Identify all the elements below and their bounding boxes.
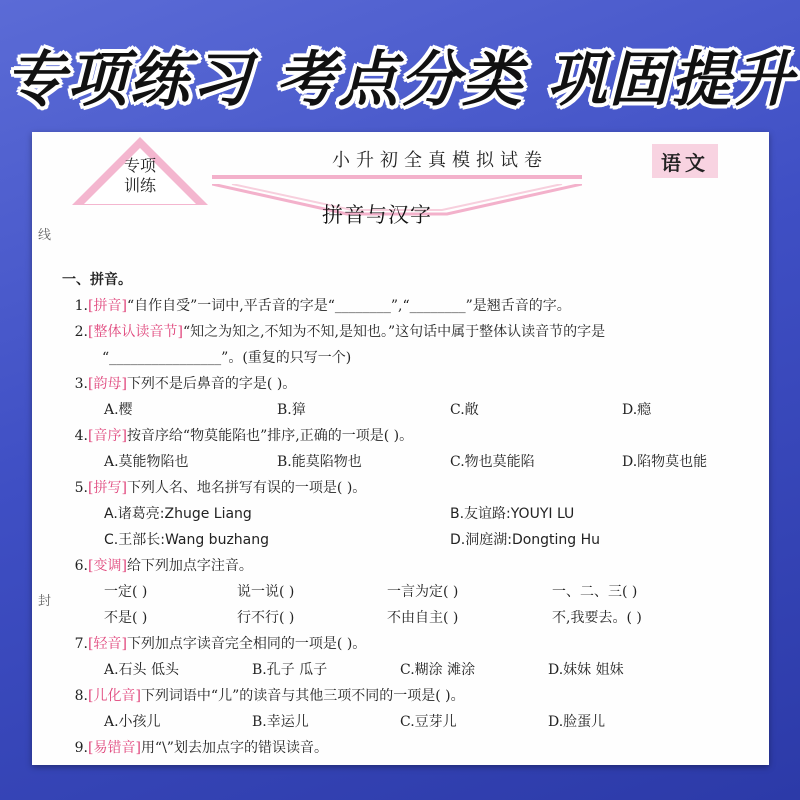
question-text: 用“\”划去加点字的错误读音。 [140,740,328,756]
item-7: 不由自主( ) [387,610,459,626]
question-6 [62,553,749,579]
question-tag: [整体认读音节] [88,324,183,340]
question-2-continued [62,345,749,371]
option-d: D.洞庭湖:Dongting Hu [450,532,601,548]
question-5 [62,475,749,501]
item-1: 一定( ) [104,584,148,600]
option-d: D.妹妹 姐妹 [548,662,624,678]
question-text: 给下列加点字注音。 [126,558,253,574]
question-tag: [韵母] [88,376,127,392]
question-6-row1 [62,579,749,605]
question-5-options-row2 [62,527,749,553]
option-c: C.豆芽儿 [400,714,457,730]
special-label-line1: 专项 [123,156,156,175]
question-3-options [62,397,749,423]
option-a: A.小孩儿 [104,714,161,730]
question-tag: [变调] [88,558,127,574]
question-number: 6. [74,558,88,574]
question-text: 下列人名、地名拼写有误的一项是( )。 [126,480,367,496]
item-6: 行不行( ) [237,610,295,626]
question-1 [62,293,749,319]
part-heading: 一、拼音。 [62,272,132,288]
option-d: D.瘾 [622,402,652,418]
option-c: C.物也莫能陷 [450,454,535,470]
option-d: D.脸蛋儿 [548,714,606,730]
section-title: 拼音与汉字 [322,203,432,227]
option-b: B.能莫陷物也 [277,454,362,470]
option-b: B.孔子 瓜子 [252,662,328,678]
question-text: “自作自受”一词中,平舌音的字是“________”,“________”是翘舌音的字。 [126,298,571,314]
option-c: C.敞 [450,402,479,418]
option-a: A.樱 [104,402,133,418]
option-b: B.友谊路:YOUYI LU [450,506,575,522]
header-divider [212,175,582,179]
option-a: A.石头 低头 [104,662,180,678]
question-number: 5. [74,480,88,496]
binding-mark-line: 线 [38,228,52,243]
question-content [62,267,749,761]
question-tag: [轻音] [88,636,127,652]
part-heading-row [62,267,749,293]
binding-mark-seal: 封 [38,594,52,609]
exam-paper [32,132,769,765]
item-8: 不,我要去。( ) [552,610,642,626]
item-2: 说一说( ) [237,584,295,600]
banner-title: 专项练习 考点分类 巩固提升 [5,45,795,115]
question-text-continued: “________________”。(重复的只写一个) [102,350,352,366]
question-8 [62,683,749,709]
option-c: C.糊涂 滩涂 [400,662,476,678]
question-text: 下列不是后鼻音的字是( )。 [126,376,297,392]
question-7-options [62,657,749,683]
question-number: 2. [74,324,88,340]
option-b: B.幸运儿 [252,714,309,730]
question-text: 按音序给“物莫能陷也”排序,正确的一项是( )。 [126,428,414,444]
question-tag: [儿化音] [88,688,141,704]
option-d: D.陷物莫也能 [622,454,708,470]
question-3 [62,371,749,397]
question-number: 3. [74,376,88,392]
question-text: 下列词语中“儿”的读音与其他三项不同的一项是( )。 [140,688,465,704]
option-a: A.诸葛亮:Zhuge Liang [104,506,252,522]
exam-header-title: 小升初全真模拟试卷 [332,150,548,171]
question-7 [62,631,749,657]
question-text: 下列加点字读音完全相同的一项是( )。 [126,636,367,652]
question-number: 1. [74,298,88,314]
question-9 [62,735,749,761]
question-2 [62,319,749,345]
question-5-options-row1 [62,501,749,527]
question-4 [62,423,749,449]
question-tag: [拼音] [88,298,127,314]
question-number: 7. [74,636,88,652]
option-a: A.莫能物陷也 [104,454,189,470]
option-b: B.獐 [277,402,306,418]
question-4-options [62,449,749,475]
question-text: “知之为知之,不知为不知,是知也。”这句话中属于整体认读音节的字是 [182,324,606,340]
item-4: 一、二、三( ) [552,584,638,600]
question-number: 9. [74,740,88,756]
special-training-label [95,156,185,196]
question-tag: [音序] [88,428,127,444]
banner [0,30,800,120]
question-tag: [易错音] [88,740,141,756]
subject-badge: 语文 [652,144,718,178]
special-label-line2: 训练 [123,176,156,195]
item-5: 不是( ) [104,610,148,626]
question-number: 4. [74,428,88,444]
question-tag: [拼写] [88,480,127,496]
question-number: 8. [74,688,88,704]
item-3: 一言为定( ) [387,584,459,600]
question-8-options [62,709,749,735]
option-c: C.王部长:Wang buzhang [104,532,269,548]
question-6-row2 [62,605,749,631]
